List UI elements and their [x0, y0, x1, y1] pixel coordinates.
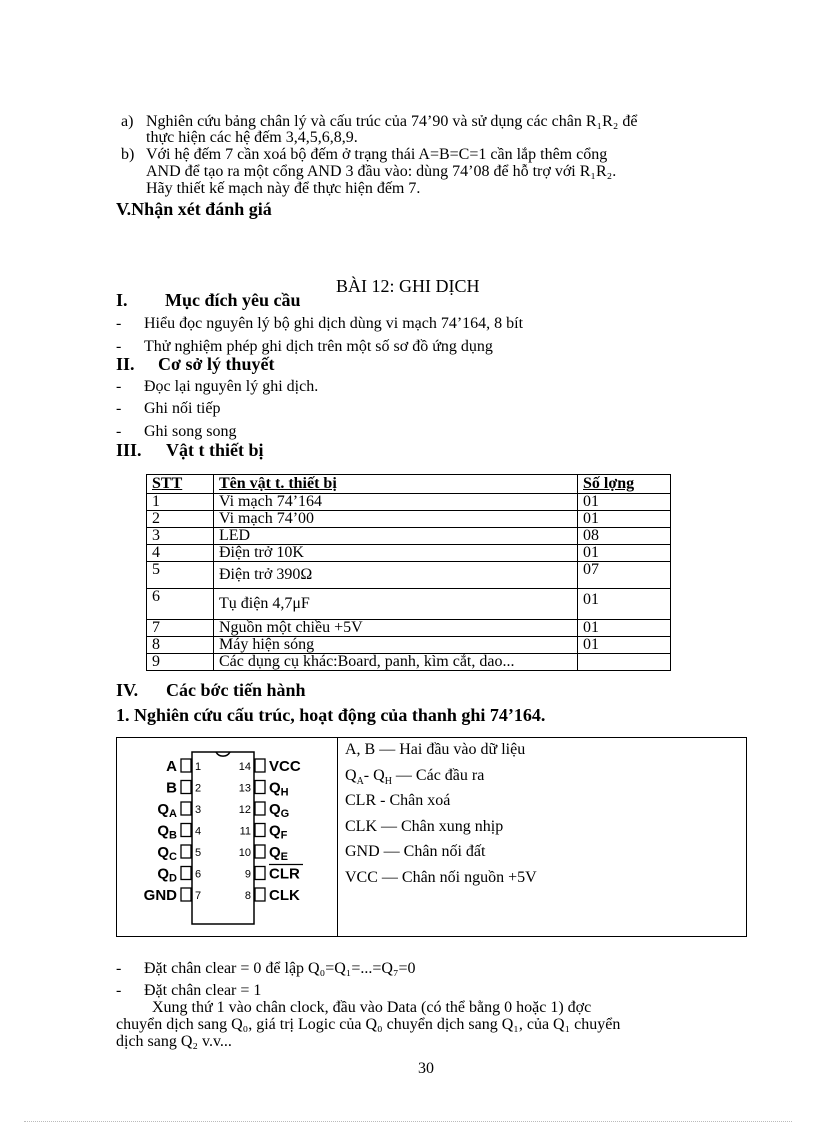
list-item: - Hiểu đọc nguyên lý bộ ghi dịch dùng vi mạch 74’164, 8 bít: [116, 315, 524, 332]
page-title: BÀI 12: GHI DỊCH: [336, 276, 480, 296]
pin-desc: CLR - Chân xoá: [345, 792, 451, 809]
list-item: - Ghi nối tiếp: [116, 400, 221, 417]
col-header-name: Tên vật t. thiết bị: [214, 475, 578, 494]
table-row: [147, 589, 671, 620]
cell-name: Vi mạch 74’00: [214, 511, 578, 528]
equipment-table: [146, 474, 671, 671]
item-b-line3: Hãy thiết kế mạch này để thực hiện đếm 7.: [146, 180, 421, 197]
pin-desc: CLK — Chân xung nhịp: [345, 818, 504, 835]
cell-name: Điện trở 10K: [214, 545, 578, 562]
table-row: [147, 620, 671, 637]
cell-name: Máy hiện sóng: [214, 637, 578, 654]
list-item: - Đặt chân clear = 0 để lập Q₀=Q₁=...=Q₇=0: [116, 960, 416, 977]
cell-name: Nguồn một chiều +5V: [214, 620, 578, 637]
list-item: - Đọc lại nguyên lý ghi dịch.: [116, 378, 319, 395]
ic-74164-pinout: [117, 738, 337, 936]
paragraph-line: Xung thứ 1 vào chân clock, đầu vào Data (có thể bằng 0 hoặc 1) đợc: [152, 999, 592, 1016]
pin-number: 4: [195, 825, 202, 838]
cell-qty: [578, 654, 671, 671]
heading-iii: Vật t thiết bị: [166, 440, 264, 460]
cell-qty: 01: [578, 589, 671, 620]
cell-stt: 7: [147, 620, 214, 637]
list-item: - Thử nghiệm phép ghi dịch trên một số sơ đồ ứng dụng: [116, 338, 493, 355]
col-header-stt: STT: [147, 475, 214, 494]
cell-stt: 2: [147, 511, 214, 528]
item-a-line1: Nghiên cứu bảng chân lý và cấu trúc của 74’90 và sử dụng các chân R₁R₂ để: [146, 113, 638, 130]
table-row: [147, 562, 671, 589]
cell-name: Vi mạch 74’164: [214, 494, 578, 511]
pin-label-qe: $Q_E$: [269, 844, 289, 863]
pin-number: 3: [195, 804, 202, 816]
pin-label-qh: $Q_H$: [269, 779, 289, 799]
pin-3: [181, 802, 191, 815]
pin-number: 13: [238, 782, 251, 795]
pin-number: 11: [239, 825, 251, 838]
pin-4: [181, 824, 191, 837]
cell-qty: 07: [578, 562, 671, 589]
heading-ii: Cơ sở lý thuyết: [158, 354, 275, 374]
list-item: - Ghi song song: [116, 423, 237, 440]
cell-qty: 01: [578, 637, 671, 654]
pin-label-clr: CLR: [269, 865, 300, 883]
pin-number: 1: [195, 761, 202, 773]
pin-label-a: A: [166, 758, 177, 775]
table-row: [147, 528, 671, 545]
heading-v: V.Nhận xét đánh giá: [116, 199, 272, 219]
table-row: [147, 511, 671, 528]
pin-label-qc: $Q_C$: [157, 844, 177, 863]
cell-qty: 01: [578, 545, 671, 562]
pin-number: 8: [244, 890, 251, 902]
cell-stt: 9: [147, 654, 214, 671]
pin-number: 7: [195, 890, 202, 902]
item-b-label: b): [121, 146, 135, 163]
pin-6: [181, 867, 191, 880]
pin-7: [181, 888, 191, 901]
page-bottom-border: [24, 1121, 792, 1122]
pin-label-qb: $Q_B$: [157, 822, 177, 842]
pin-10: [255, 845, 265, 858]
list-item: - Đặt chân clear = 1: [116, 982, 262, 999]
cell-name: Tụ điện 4,7μF: [214, 589, 578, 620]
pin-desc: A, B — Hai đầu vào dữ liệu: [345, 741, 526, 758]
item-b-line2: AND để tạo ra một cổng AND 3 đầu vào: dùng 74’08 để hỗ trợ với R₁R₂.: [146, 163, 617, 180]
heading-iv: Các bớc tiến hành: [166, 680, 306, 700]
heading-iv-num: IV.: [116, 680, 139, 700]
pin-label-b: B: [166, 779, 177, 797]
pin-desc: VCC — Chân nối nguồn +5V: [345, 869, 537, 886]
pin-11: [255, 824, 265, 837]
cell-stt: 6: [147, 589, 214, 620]
table-row: [147, 654, 671, 671]
table-row: [147, 545, 671, 562]
pin-8: [255, 888, 265, 901]
pin-number: 6: [195, 868, 202, 881]
cell-stt: 8: [147, 637, 214, 654]
pin-label-qd: $Q_D$: [157, 865, 177, 885]
pin-label-qa: $Q_A$: [157, 801, 177, 820]
heading-ii-num: II.: [116, 354, 135, 374]
col-header-qty: Số lợng: [578, 475, 671, 494]
cell-stt: 1: [147, 494, 214, 511]
pin-label-qg: $Q_G$: [269, 801, 290, 820]
cell-name: Các dụng cụ khác:Board, panh, kìm cắt, dao...: [214, 654, 578, 671]
box-divider: [337, 738, 338, 936]
item-a-line2: thực hiện các hệ đếm 3,4,5,6,8,9.: [146, 129, 358, 146]
cell-stt: 3: [147, 528, 214, 545]
pin-number: 10: [238, 847, 251, 859]
cell-qty: 01: [578, 494, 671, 511]
pin-number: 5: [195, 847, 202, 859]
cell-qty: 01: [578, 620, 671, 637]
pin-label-qf: $Q_F$: [269, 822, 288, 842]
pin-2: [181, 781, 191, 794]
pin-desc: $Q_A-$ $Q_H$ — Các đầu ra: [345, 767, 485, 788]
heading-i-num: I.: [116, 290, 128, 310]
heading-i: Mục đích yêu cầu: [165, 290, 301, 310]
cell-name: LED: [214, 528, 578, 545]
cell-qty: 08: [578, 528, 671, 545]
pin-number: 2: [195, 782, 202, 795]
heading-iii-num: III.: [116, 440, 142, 460]
paragraph-line: dịch sang Q₂ v.v...: [116, 1033, 232, 1050]
table-header-row: [147, 475, 671, 494]
pin-12: [255, 802, 265, 815]
pin-14: [255, 759, 265, 772]
item-a-label: a): [121, 113, 134, 130]
pin-label-gnd: GND: [143, 887, 177, 904]
table-row: [147, 494, 671, 511]
pin-number: 14: [238, 761, 251, 773]
pin-number: 12: [238, 804, 251, 816]
pin-1: [181, 759, 191, 772]
pin-diagram-box: [116, 737, 747, 937]
pin-label-vcc: VCC: [269, 758, 301, 775]
cell-stt: 4: [147, 545, 214, 562]
pin-5: [181, 845, 191, 858]
paragraph-line: chuyển dịch sang Q₀, giá trị Logic của Q₀ chuyển dịch sang Q₁, của Q₁ chuyển: [116, 1016, 621, 1033]
pin-number: 9: [244, 868, 251, 881]
pin-9: [255, 867, 265, 880]
cell-stt: 5: [147, 562, 214, 589]
pin-label-clk: CLK: [269, 887, 300, 904]
table-row: [147, 637, 671, 654]
pin-13: [255, 781, 265, 794]
subheading-1: 1. Nghiên cứu cấu trúc, hoạt động của thanh ghi 74’164.: [116, 705, 546, 725]
cell-name: Điện trở 390Ω: [214, 562, 578, 589]
pin-desc: GND — Chân nối đất: [345, 843, 486, 860]
cell-qty: 01: [578, 511, 671, 528]
page-number: 30: [418, 1060, 434, 1077]
item-b-line1: Với hệ đếm 7 cần xoá bộ đếm ở trạng thái A=B=C=1 cần lắp thêm cổng: [146, 146, 608, 163]
